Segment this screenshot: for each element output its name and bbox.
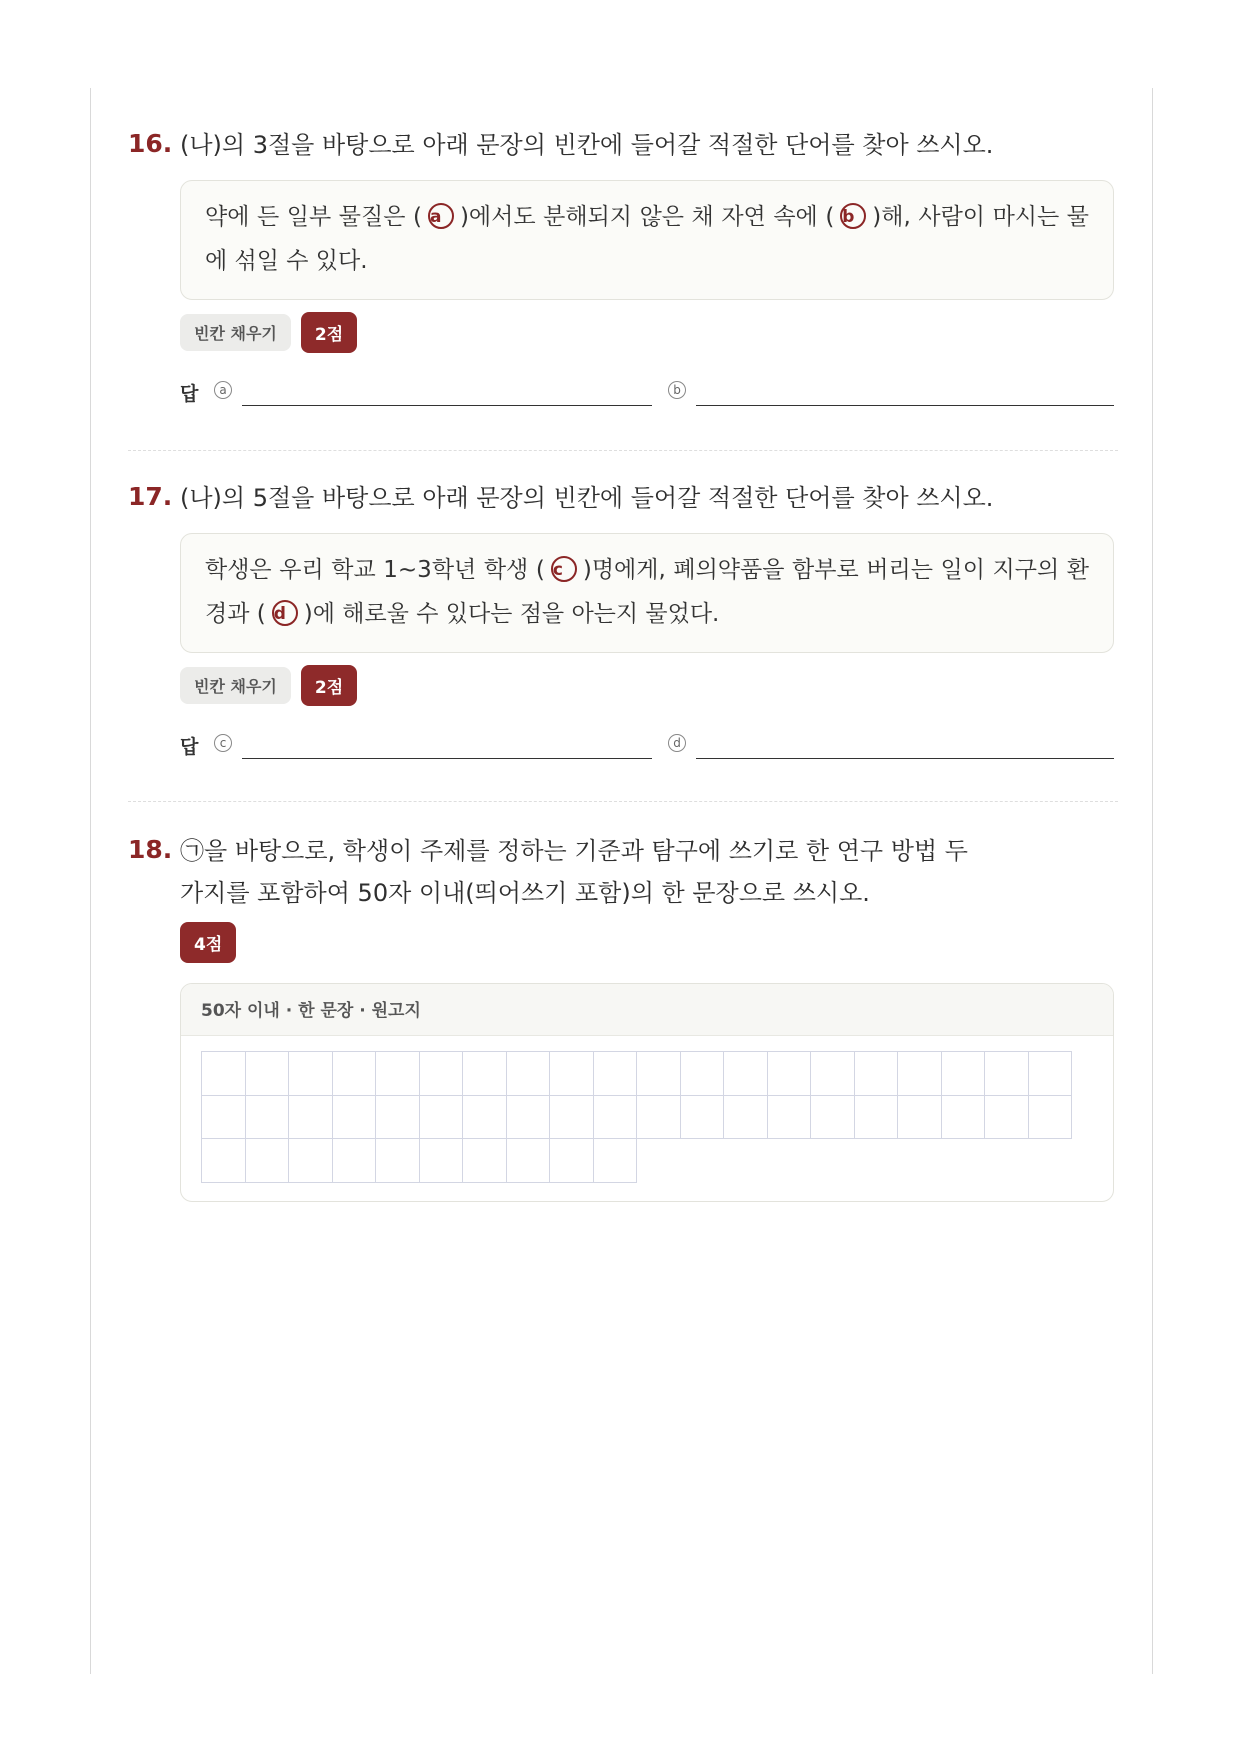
grid-cell[interactable]: [549, 1051, 594, 1096]
grid-cell[interactable]: [854, 1051, 899, 1096]
grid-cell[interactable]: [941, 1095, 986, 1140]
manuscript-grid-box: [180, 983, 1114, 1202]
points-badge: 4점: [180, 922, 236, 963]
question-17: [128, 477, 1118, 770]
question-number: 17.: [128, 482, 173, 511]
grid-cell[interactable]: [810, 1095, 855, 1140]
sentence-box: [180, 180, 1114, 300]
page-right-rule: [1152, 88, 1153, 1674]
grid-cell[interactable]: [506, 1095, 551, 1140]
grid-cell[interactable]: [462, 1051, 507, 1096]
grid-cell[interactable]: [201, 1138, 246, 1183]
grid-cell[interactable]: [723, 1051, 768, 1096]
blank-marker-a: a: [428, 203, 454, 229]
answer-marker-b: b: [668, 381, 686, 399]
grid-cell[interactable]: [506, 1051, 551, 1096]
question-divider: [128, 450, 1118, 451]
answer-marker-d: d: [668, 734, 686, 752]
grid-cell[interactable]: [201, 1095, 246, 1140]
grid-cell[interactable]: [723, 1095, 768, 1140]
type-badge: 빈칸 채우기: [180, 314, 291, 351]
question-divider: [128, 801, 1118, 802]
grid-cell[interactable]: [549, 1138, 594, 1183]
grid-cell[interactable]: [506, 1138, 551, 1183]
blank-marker-b: b: [840, 203, 866, 229]
grid-cell[interactable]: [636, 1095, 681, 1140]
answer-marker-a: a: [214, 381, 232, 399]
grid-cell[interactable]: [245, 1095, 290, 1140]
grid-cell[interactable]: [897, 1095, 942, 1140]
grid-cell[interactable]: [419, 1095, 464, 1140]
grid-cell[interactable]: [375, 1138, 420, 1183]
grid-cell[interactable]: [332, 1051, 377, 1096]
sentence-text: )명에게, 폐의약품을 함부로 버리는 일이 지구의 환경과 (: [205, 557, 1089, 627]
grid-cell[interactable]: [288, 1051, 333, 1096]
grid-cell[interactable]: [767, 1095, 812, 1140]
points-badge: 2점: [301, 312, 357, 353]
grid-cell[interactable]: [375, 1095, 420, 1140]
sentence-box: [180, 533, 1114, 653]
grid-cell[interactable]: [941, 1051, 986, 1096]
grid-cell[interactable]: [419, 1051, 464, 1096]
answer-field-c[interactable]: [242, 758, 652, 759]
answer-field-a[interactable]: [242, 405, 652, 406]
grid-cell[interactable]: [636, 1051, 681, 1096]
sentence-text: )에서도 분해되지 않은 채 자연 속에 (: [459, 204, 835, 230]
answer-row: [180, 726, 1114, 770]
manuscript-grid[interactable]: [181, 1036, 1113, 1201]
blank-marker-d: d: [272, 600, 298, 626]
question-number: 18.: [128, 835, 173, 864]
points-badge: 2점: [301, 665, 357, 706]
grid-cell[interactable]: [462, 1138, 507, 1183]
grid-cell[interactable]: [332, 1095, 377, 1140]
grid-cell[interactable]: [332, 1138, 377, 1183]
sentence-text: )해, 사람이 마시는 물에 섞일 수 있다.: [205, 204, 1089, 274]
question-16: [128, 124, 1118, 417]
grid-cell[interactable]: [201, 1051, 246, 1096]
answer-marker-c: c: [214, 734, 232, 752]
sentence-text: 학생은 우리 학교 1~3학년 학생 (: [205, 557, 545, 583]
question-18: [128, 830, 1118, 1202]
grid-cell[interactable]: [593, 1138, 638, 1183]
grid-cell[interactable]: [288, 1138, 333, 1183]
question-text: (나)의 3절을 바탕으로 아래 문장의 빈칸에 들어갈 적절한 단어를 찾아 쓰시오.: [180, 131, 994, 159]
grid-cell[interactable]: [375, 1051, 420, 1096]
sentence-text: 약에 든 일부 물질은 (: [205, 204, 422, 230]
grid-cell[interactable]: [419, 1138, 464, 1183]
grid-cell[interactable]: [810, 1051, 855, 1096]
grid-cell[interactable]: [767, 1051, 812, 1096]
grid-cell[interactable]: [593, 1051, 638, 1096]
answer-label: 답: [180, 736, 199, 758]
grid-cell[interactable]: [854, 1095, 899, 1140]
grid-header: 50자 이내 · 한 문장 · 원고지: [181, 984, 1113, 1036]
answer-row: [180, 373, 1114, 417]
grid-cell[interactable]: [593, 1095, 638, 1140]
grid-cell[interactable]: [549, 1095, 594, 1140]
question-text-line-1: ㉠을 바탕으로, 학생이 주제를 정하는 기준과 탐구에 쓰기로 한 연구 방법 두: [180, 837, 968, 865]
blank-marker-c: c: [551, 556, 577, 582]
answer-label: 답: [180, 383, 199, 405]
grid-cell[interactable]: [680, 1051, 725, 1096]
grid-cell[interactable]: [462, 1095, 507, 1140]
grid-cell[interactable]: [1028, 1095, 1073, 1140]
grid-cell[interactable]: [245, 1138, 290, 1183]
answer-field-b[interactable]: [696, 405, 1114, 406]
grid-row: [201, 1096, 1093, 1140]
grid-cell[interactable]: [245, 1051, 290, 1096]
grid-cell[interactable]: [680, 1095, 725, 1140]
question-text: (나)의 5절을 바탕으로 아래 문장의 빈칸에 들어갈 적절한 단어를 찾아 쓰시오.: [180, 484, 994, 512]
grid-row: [201, 1052, 1093, 1096]
answer-field-d[interactable]: [696, 758, 1114, 759]
grid-cell[interactable]: [1028, 1051, 1073, 1096]
grid-cell[interactable]: [984, 1051, 1029, 1096]
grid-cell[interactable]: [897, 1051, 942, 1096]
question-number: 16.: [128, 129, 173, 158]
page-left-rule: [90, 88, 91, 1674]
grid-row: [201, 1139, 1093, 1183]
question-text-line-2: 가지를 포함하여 50자 이내(띄어쓰기 포함)의 한 문장으로 쓰시오.: [180, 879, 870, 907]
type-badge: 빈칸 채우기: [180, 667, 291, 704]
grid-cell[interactable]: [288, 1095, 333, 1140]
sentence-text: )에 해로울 수 있다는 점을 아는지 물었다.: [303, 601, 720, 627]
grid-cell[interactable]: [984, 1095, 1029, 1140]
